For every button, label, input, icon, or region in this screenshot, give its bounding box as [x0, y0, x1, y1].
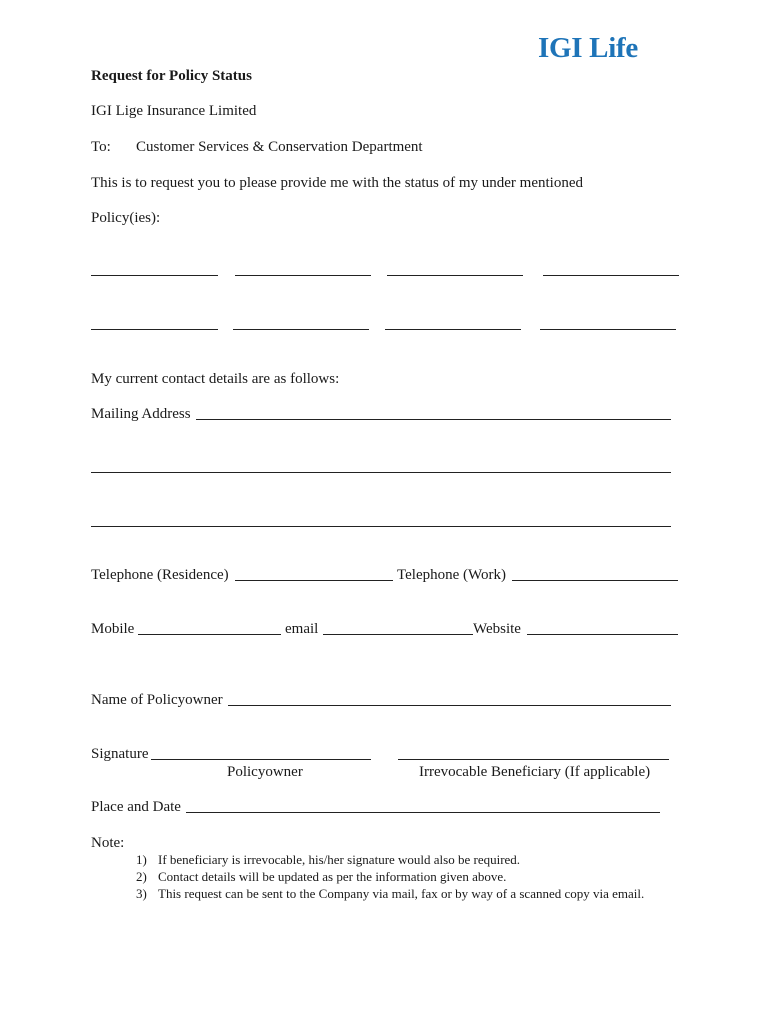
place-date-label: Place and Date [91, 799, 181, 815]
mobile-label: Mobile [91, 621, 135, 637]
note-text: This request can be sent to the Company via mail, fax or by way of a scanned copy via email. [158, 886, 645, 901]
contact-intro: My current contact details are as follows: [91, 371, 340, 387]
policy-number-field-2[interactable] [235, 275, 371, 276]
note-item [136, 851, 644, 868]
policies-label: Policy(ies): [91, 210, 161, 226]
policy-number-field-3[interactable] [387, 275, 523, 276]
mobile-field[interactable] [138, 634, 281, 635]
email-field[interactable] [323, 634, 473, 635]
telephone-residence-label: Telephone (Residence) [91, 567, 229, 583]
mailing-address-field-2[interactable] [91, 472, 671, 473]
telephone-work-field[interactable] [512, 580, 678, 581]
policy-number-field-1[interactable] [91, 275, 218, 276]
note-text: Contact details will be updated as per the information given above. [158, 869, 507, 884]
website-label: Website [473, 621, 521, 637]
note-number: 1) [136, 852, 147, 867]
notes-heading: Note: [91, 835, 125, 851]
policyowner-signature-field[interactable] [151, 759, 371, 760]
telephone-work-label: Telephone (Work) [397, 567, 506, 583]
company-name: IGI Lige Insurance Limited [91, 103, 257, 119]
mailing-address-field-1[interactable] [196, 419, 671, 420]
telephone-residence-field[interactable] [235, 580, 393, 581]
igi-life-logo: IGI Life [538, 32, 638, 64]
beneficiary-caption: Irrevocable Beneficiary (If applicable) [419, 764, 651, 780]
policyowner-name-field[interactable] [228, 705, 671, 706]
policyowner-name-label: Name of Policyowner [91, 692, 223, 708]
form-title: Request for Policy Status [91, 68, 252, 84]
to-label: To: [91, 139, 111, 155]
note-item [136, 868, 644, 885]
policy-number-field-6[interactable] [233, 329, 369, 330]
policy-number-field-4[interactable] [543, 275, 679, 276]
note-number: 3) [136, 886, 147, 901]
to-department: Customer Services & Conservation Department [136, 139, 423, 155]
place-date-field[interactable] [186, 812, 660, 813]
note-text: If beneficiary is irrevocable, his/her signature would also be required. [158, 852, 521, 867]
mailing-address-field-3[interactable] [91, 526, 671, 527]
policy-number-field-7[interactable] [385, 329, 521, 330]
request-line: This is to request you to please provide me with the status of my under mentioned [91, 175, 583, 191]
note-number: 2) [136, 869, 147, 884]
policyowner-caption: Policyowner [227, 764, 303, 780]
signature-label: Signature [91, 746, 149, 762]
policy-number-field-8[interactable] [540, 329, 676, 330]
mailing-address-label: Mailing Address [91, 406, 191, 422]
policy-number-field-5[interactable] [91, 329, 218, 330]
note-item [136, 885, 644, 902]
beneficiary-signature-field[interactable] [398, 759, 669, 760]
email-label: email [285, 621, 319, 637]
website-field[interactable] [527, 634, 678, 635]
notes-list [136, 851, 644, 902]
